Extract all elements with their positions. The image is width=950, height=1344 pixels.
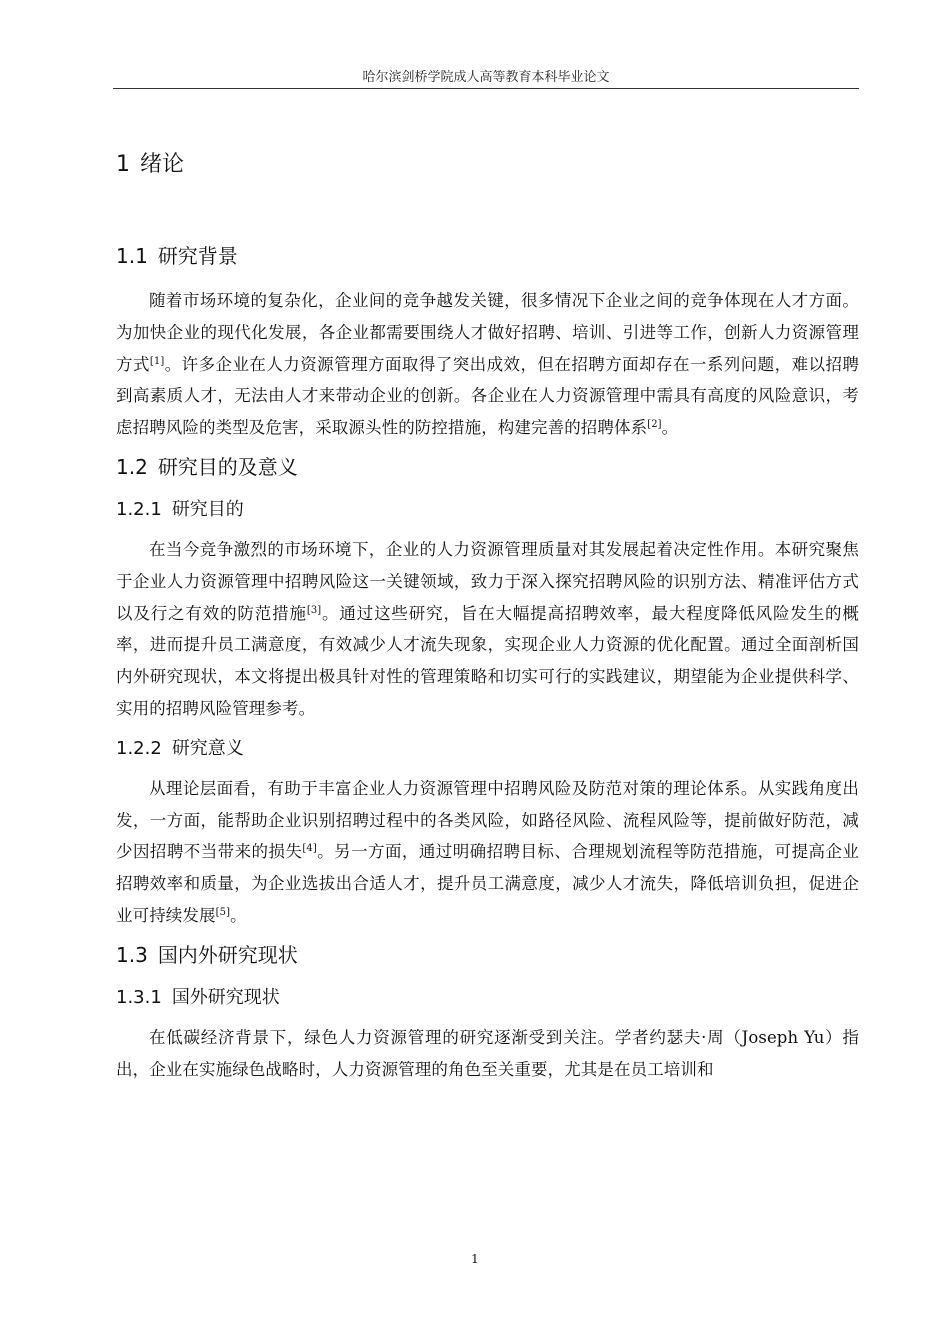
page-header: 哈尔滨剑桥学院成人高等教育本科毕业论文 [362, 70, 610, 85]
text-run: 随着市场环境的复杂化，企业间的竞争越发关键，很多情况下企业之间的竞争体现在人才方面。为加快企业的现代化发展，各企业都需要围绕人才做好招聘、培训、引进等工作，创新人力资源管理方式 [116, 291, 859, 374]
subsection-heading-1-3-1 [116, 984, 859, 1012]
page-content [116, 148, 859, 1085]
subsection-number: 1.2.1 [116, 498, 162, 520]
section-title: 研究目的及意义 [157, 454, 298, 479]
subsection-heading-1-2-1 [116, 496, 859, 524]
section-number: 1.1 [116, 244, 148, 268]
section-title: 研究背景 [157, 244, 238, 268]
paragraph-purpose [116, 534, 859, 725]
subsection-title: 研究目的 [171, 498, 244, 520]
chapter-title: 绪论 [140, 152, 185, 177]
text-run: 。 [661, 418, 679, 438]
text-run: 在当今竞争激烈的市场环境下，企业的人力资源管理质量对其发展起着决定性作用。本研究聚焦于企业人力资源管理中招聘风险这一关键领域，致力于深入探究招聘风险的识别方法、精准评估方式以及行之有效的防范措施 [116, 539, 859, 623]
subsection-number: 1.2.2 [116, 737, 162, 759]
section-heading-1-2 [116, 452, 859, 482]
citation-1: [1] [149, 355, 165, 367]
text-run: 。通过这些研究，旨在大幅提高招聘效率，最大程度降低风险发生的概率，进而提升员工满意度，有效减少人才流失现象，实现企业人力资源的优化配置。通过全面剖析国内外研究现状，本文将提出极具针对性的管理策略和切实可行的实践建议，期望能为企业提供科学、实用的招聘风险管理参考。 [116, 603, 859, 718]
paragraph-foreign-research [116, 1022, 859, 1086]
subsection-heading-1-2-2 [116, 735, 859, 763]
section-number: 1.2 [116, 454, 148, 479]
section-heading-1-3 [116, 940, 859, 970]
subsection-number: 1.3.1 [116, 986, 162, 1008]
chapter-heading [116, 148, 859, 182]
text-run: 。另一方面，通过明确招聘目标、合理规划流程等防范措施，可提高企业招聘效率和质量，为企业选拔出合适人才，提升员工满意度，减少人才流失，降低培训负担，促进企业可持续发展 [116, 842, 859, 925]
paragraph-significance [116, 773, 859, 932]
text-run: 从理论层面看，有助于丰富企业人力资源管理中招聘风险及防范对策的理论体系。从实践角度出发，一方面，能帮助企业识别招聘过程中的各类风险，如路径风险、流程风险等，提前做好防范，减少因招聘不当带来的损失 [116, 778, 859, 862]
section-number: 1.3 [116, 942, 148, 967]
citation-4: [4] [302, 843, 317, 855]
text-run: 。许多企业在人力资源管理方面取得了突出成效，但在招聘方面却存在一系列问题，难以招聘到高素质人才，无法由人才来带动企业的创新。各企业在人力资源管理中需具有高度的风险意识，考虑招聘风险的类型及危害，采取源头性的防控措施，构建完善的招聘体系 [116, 354, 859, 438]
text-run: 。 [230, 905, 247, 925]
subsection-title: 研究意义 [171, 737, 244, 759]
citation-5: [5] [215, 906, 231, 918]
chapter-number: 1 [116, 152, 130, 177]
section-heading-1-1 [116, 241, 859, 271]
citation-3: [3] [306, 604, 322, 616]
section-title: 国内外研究现状 [157, 942, 298, 967]
citation-2: [2] [647, 419, 662, 431]
subsection-title: 国外研究现状 [171, 986, 280, 1008]
paragraph-background [116, 285, 859, 444]
header-rule [113, 88, 859, 89]
page-number: 1 [471, 1252, 479, 1266]
text-run: 在低碳经济背景下，绿色人力资源管理的研究逐渐受到关注。学者约瑟夫·周（Joseph Yu）指出，企业在实施绿色战略时，人力资源管理的角色至关重要，尤其是在员工培训和 [116, 1027, 859, 1079]
